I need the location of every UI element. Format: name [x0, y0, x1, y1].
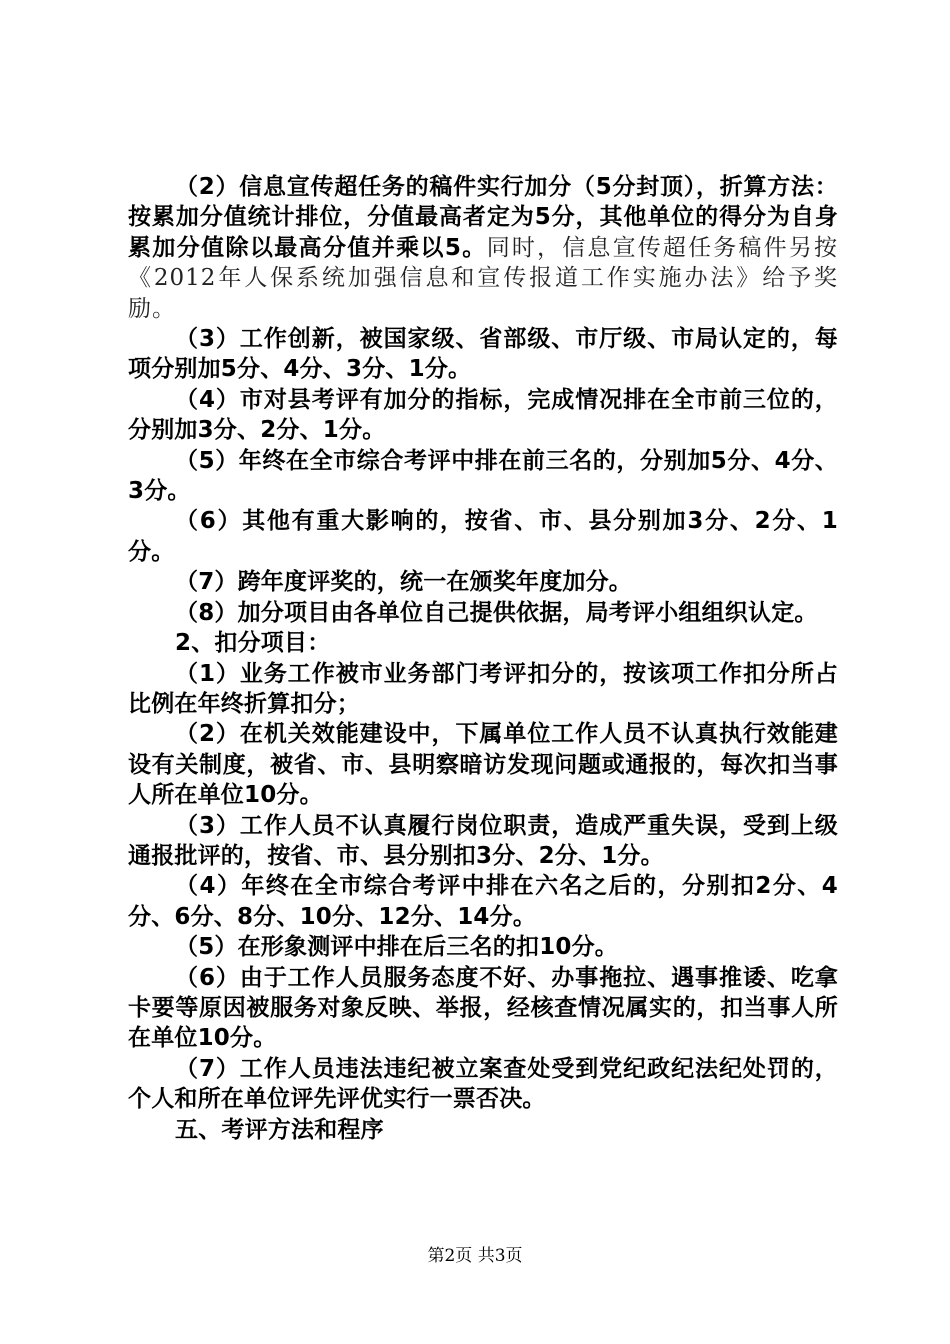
paragraph: （7）跨年度评奖的，统一在颁奖年度加分。 — [175, 569, 633, 596]
paragraph: （4）市对县考评有加分的指标，完成情况排在全市前三位的，分别加3分、2分、1分。 — [128, 386, 838, 444]
paragraph: （1）业务工作被市业务部门考评扣分的，按该项工作扣分所占比例在年终折算扣分； — [128, 660, 838, 717]
page-footer: 第2页 共3页 — [427, 1246, 523, 1266]
paragraph: （5）年终在全市综合考评中排在前三名的，分别加5分、4分、3分。 — [128, 447, 838, 505]
paragraph: （7）工作人员违法违纪被立案查处受到党纪政纪法纪处罚的，个人和所在单位评先评优实行一票否决。 — [128, 1055, 838, 1113]
document-body — [128, 172, 838, 1145]
paragraph: （3）工作人员不认真履行岗位职责，造成严重失误，受到上级通报批评的，按省、市、县分别扣3分、2分、1分。 — [128, 812, 838, 869]
paragraph: （5）在形象测评中排在后三名的扣10分。 — [175, 934, 619, 961]
paragraph-1-normal: 同时，信息宣传超任务稿件另按《2012年人保系统加强信息和宣传报道工作实施办法》给予奖励。 — [128, 234, 839, 322]
paragraph: （3）工作创新，被国家级、省部级、市厅级、市局认定的，每项分别加5分、4分、3分、1分。 — [128, 326, 838, 383]
paragraph: （6）由于工作人员服务态度不好、办事拖拉、遇事推诿、吃拿卡要等原因被服务对象反映、举报，经核查情况属实的，扣当事人所在单位10分。 — [128, 964, 838, 1052]
paragraph: （2）在机关效能建设中，下属单位工作人员不认真执行效能建设有关制度，被省、市、县明察暗访发现问题或通报的，每次扣当事人所在单位10分。 — [128, 721, 838, 809]
paragraph: （4）年终在全市综合考评中排在六名之后的，分别扣2分、4分、6分、8分、10分、12分、14分。 — [128, 873, 838, 930]
section-heading: 2、扣分项目： — [175, 630, 331, 657]
paragraph: （6）其他有重大影响的，按省、市、县分别加3分、2分、1分。 — [128, 508, 838, 565]
paragraph-1-bold: （2）信息宣传超任务的稿件实行加分（5分封顶），折算方法：按累加分值统计排位，分值最高者定为5分，其他单位的得分为自身累加分值除以最高分值并乘以5。 — [128, 174, 838, 261]
paragraph-1 — [128, 172, 838, 324]
paragraph: （8）加分项目由各单位自己提供依据，局考评小组组织认定。 — [175, 599, 818, 626]
section-heading: 五、考评方法和程序 — [175, 1116, 384, 1143]
